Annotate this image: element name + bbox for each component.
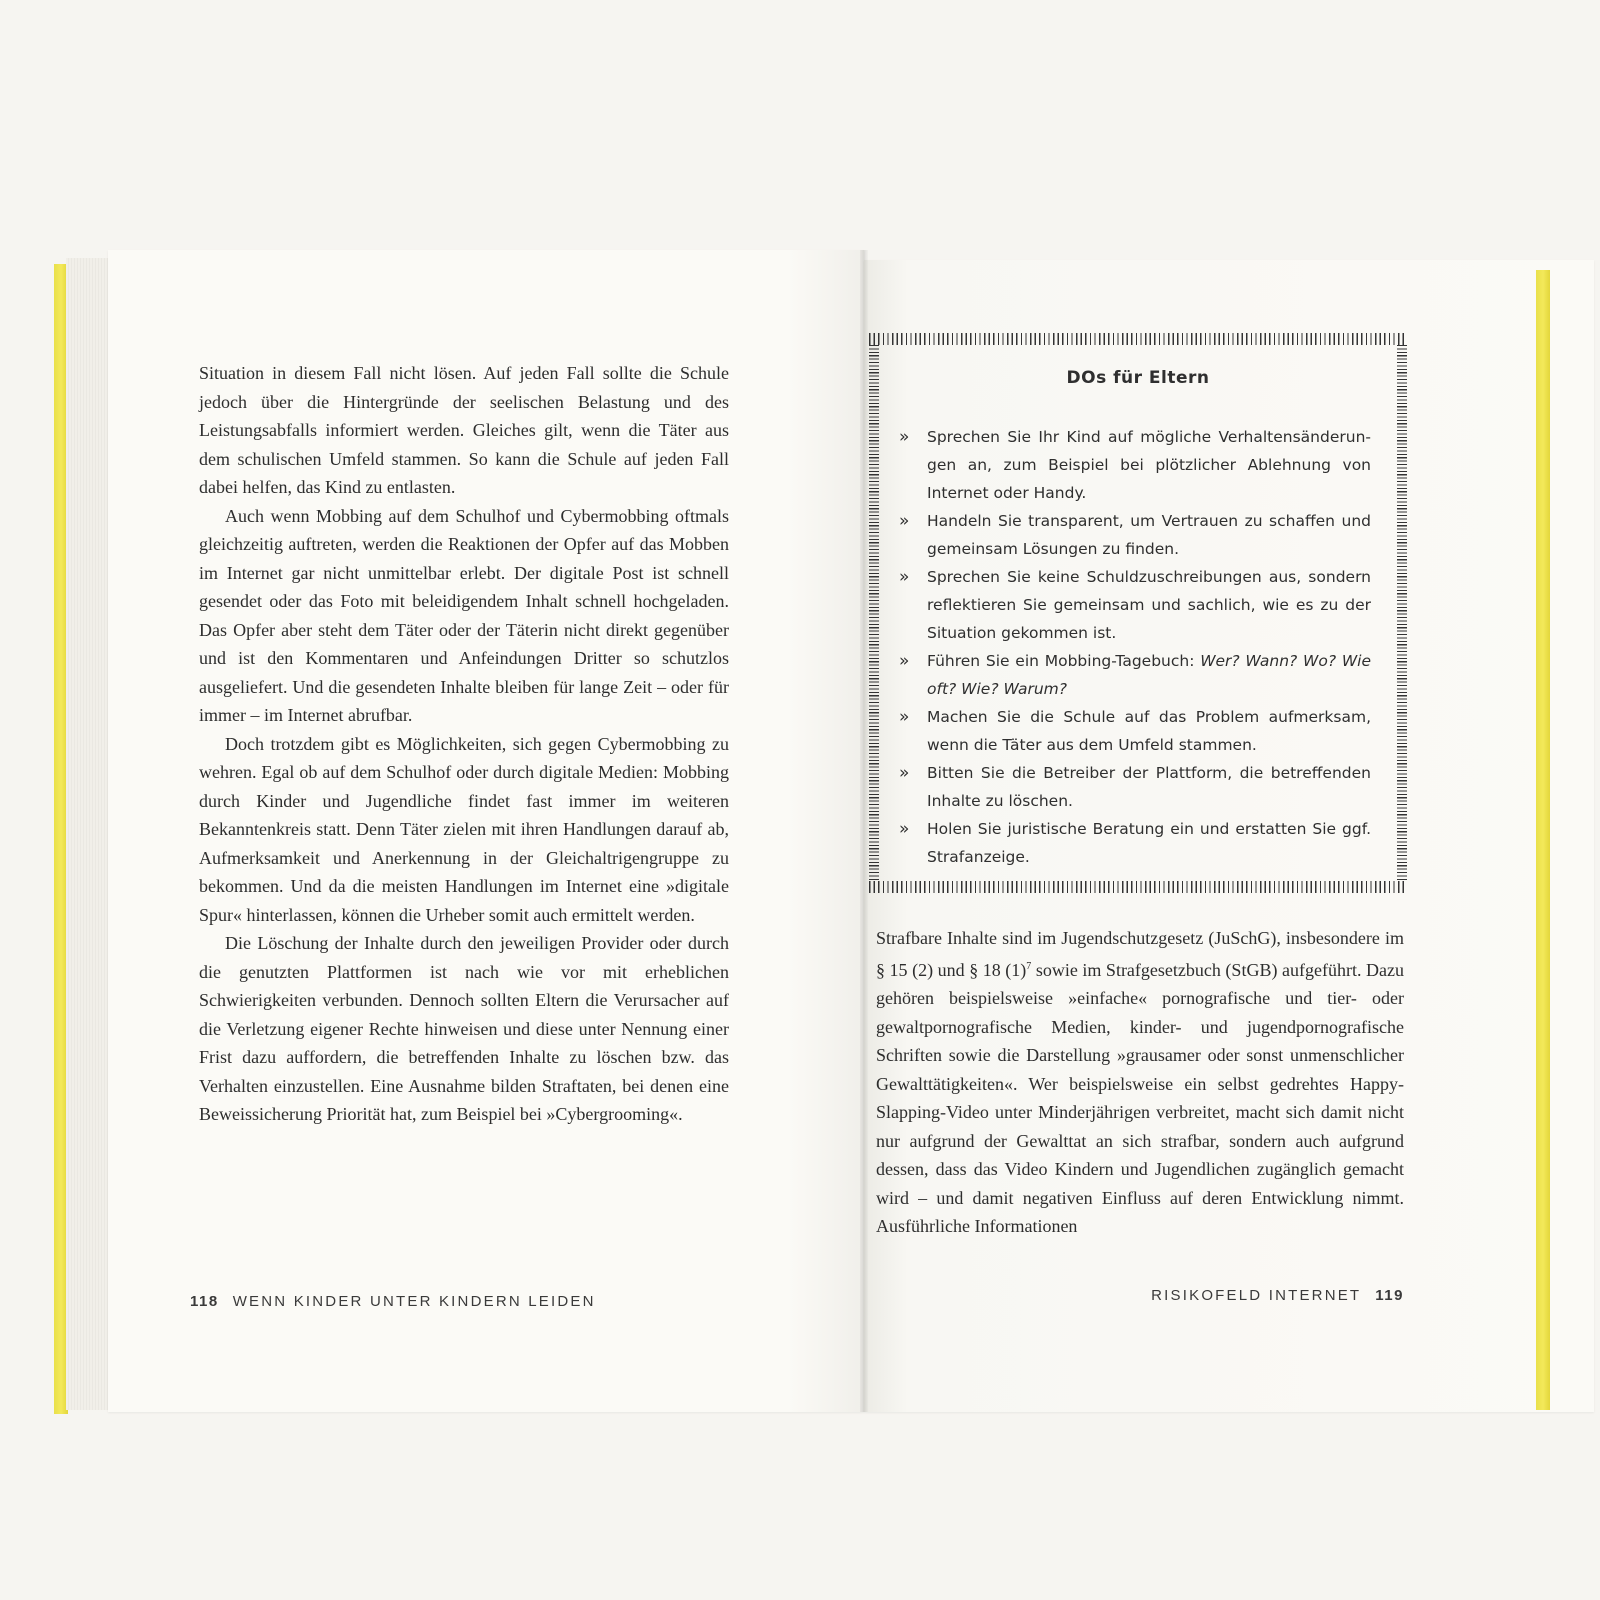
- box-border-bottom: [869, 881, 1407, 893]
- list-item: » Machen Sie die Schule auf das Problem aufmerksam, wenn die Täter aus dem Umfeld stammen.: [899, 703, 1371, 759]
- paragraph: Situation in diesem Fall nicht lösen. Auf jeden Fall sollte die Schule jedoch über die Hintergründe der seelischen Belastung und des Leistungsabfalls informiert werden. Gleiches gilt, wenn die Täter aus dem schulischen Umfeld stammen. So kann die Schule auf jeden Fall dabei helfen, das Kind zu entlasten.: [199, 363, 729, 497]
- guillemet-bullet-icon: »: [899, 819, 910, 839]
- box-border-right: [1397, 345, 1407, 881]
- page-stack: [66, 258, 110, 1410]
- paragraph: Die Löschung der Inhalte durch den jeweiligen Provider oder durch die genutzten Plattformen ist nach wie vor mit erheblichen Schwierigkeiten verbunden. Dennoch sollten Eltern die Verursacher auf die Verletzung eigener Rechte hinweisen und diese unter Nennung einer Frist dazu auffordern, die betreffenden Inhalte zu löschen bzw. das Verhalten einzustellen. Eine Ausnahme bilden Straftaten, bei denen eine Beweissicherung Priorität hat, zum Beispiel bei »Cybergrooming«.: [199, 933, 729, 1124]
- left-page-footer: [190, 1293, 596, 1310]
- guillemet-bullet-icon: »: [899, 511, 910, 531]
- left-page-body: [199, 359, 729, 1129]
- open-book: [54, 250, 1550, 1418]
- box-border-left: [869, 345, 879, 881]
- list-item: » Sprechen Sie keine Schuldzuschreibungen aus, sondern reflektieren Sie gemeinsam und sachlich, wie es zu der Situation gekommen ist.: [899, 563, 1371, 647]
- paragraph: Strafbare Inhalte sind im Jugendschutzgesetz (JuSchG), insbesondere im § 15 (2) und § 18 $(1)^7$ sowie im Strafgesetzbuch (StGB) aufgeführt. Dazu gehören beispielsweise »einfache« pornografische und tier- oder gewaltpornografische Medien, kinder- und jugendpornografische Schriften sowie die Darstellung »grausamer oder sonst unmenschlicher Gewalttätigkeiten«. Wer beispielsweise ein selbst gedrehtes Happy-Slapping-Video unter Minderjährigen verbreitet, macht sich damit nicht nur aufgrund der Gewalttat an sich strafbar, sondern auch aufgrund dessen, dass das Video Kindern und Jugendlichen zugänglich gemacht wird – und damit negativen Einfluss auf deren Entwicklung nimmt. Ausführliche Informationen: [876, 928, 1404, 1236]
- guillemet-bullet-icon: »: [899, 763, 910, 783]
- paragraph: Doch trotzdem gibt es Möglichkeiten, sich gegen Cybermobbing zu wehren. Egal ob auf dem Schulhof oder durch digitale Medien: Mobbing durch Kinder und Jugendliche findet fast immer im weiteren Bekanntenkreis statt. Denn Täter zielen mit ihren Handlungen darauf ab, Aufmerksamkeit und Anerkennung in der Gleichaltrigengruppe zu bekommen. Und da die meisten Handlungen im Internet eine »digitale Spur« hinterlassen, können die Urheber somit auch ermittelt werden.: [199, 733, 729, 925]
- page-number: 119: [1375, 1287, 1404, 1304]
- guillemet-bullet-icon: »: [899, 651, 910, 671]
- paragraph: Auch wenn Mobbing auf dem Schulhof und Cybermobbing oftmals gleichzeitig auftreten, werden die Reaktionen der Opfer auf das Mobben im Internet gar nicht unmittelbar erlebt. Der digitale Post ist schnell gesendet oder das Foto mit beleidigendem Inhalt schnell hochgeladen. Das Opfer aber steht dem Täter oder der Täterin nicht direkt gegenüber und ist den Kommentaren und Anfeindungen Dritter so schutzlos ausgeliefert. Und die gesendeten Inhalte bleiben für lange Zeit – oder für immer – im Internet abrufbar.: [199, 505, 729, 725]
- page-number: 118: [190, 1293, 219, 1310]
- dos-info-box: [869, 333, 1407, 893]
- list-item: » Sprechen Sie Ihr Kind auf mögliche Verhaltensänderungen an, zum Beispiel bei plötzlicher Ablehnung von Internet oder Handy.: [899, 423, 1371, 507]
- box-border-top: [869, 333, 1407, 345]
- list-item: » Bitten Sie die Betreiber der Plattform, die betreffenden Inhalte zu löschen.: [899, 759, 1371, 815]
- footnote-reference: 7: [1026, 960, 1032, 972]
- right-page-footer: [1151, 1287, 1404, 1304]
- list-item: » Holen Sie juristische Beratung ein und erstatten Sie ggf. Strafanzeige.: [899, 815, 1371, 871]
- guillemet-bullet-icon: »: [899, 567, 910, 587]
- book-gutter: [860, 250, 868, 1412]
- guillemet-bullet-icon: »: [899, 707, 910, 727]
- book-edge-right: [1536, 270, 1550, 1410]
- running-head: WENN KINDER UNTER KINDERN LEIDEN: [232, 1293, 596, 1310]
- right-page-body: [876, 924, 1404, 1241]
- running-head: RISIKOFELD INTERNET: [1151, 1287, 1362, 1304]
- list-item: » Handeln Sie transparent, um Vertrauen zu schaffen und gemeinsam Lösungen zu finden.: [899, 507, 1371, 563]
- guillemet-bullet-icon: »: [899, 427, 910, 447]
- dos-list: [899, 423, 1371, 871]
- list-item: » Führen Sie ein Mobbing-Tagebuch: Wer? Wann? Wo? Wie oft? Wie? Warum?: [899, 647, 1371, 703]
- box-title: DOs für Eltern: [1066, 368, 1210, 388]
